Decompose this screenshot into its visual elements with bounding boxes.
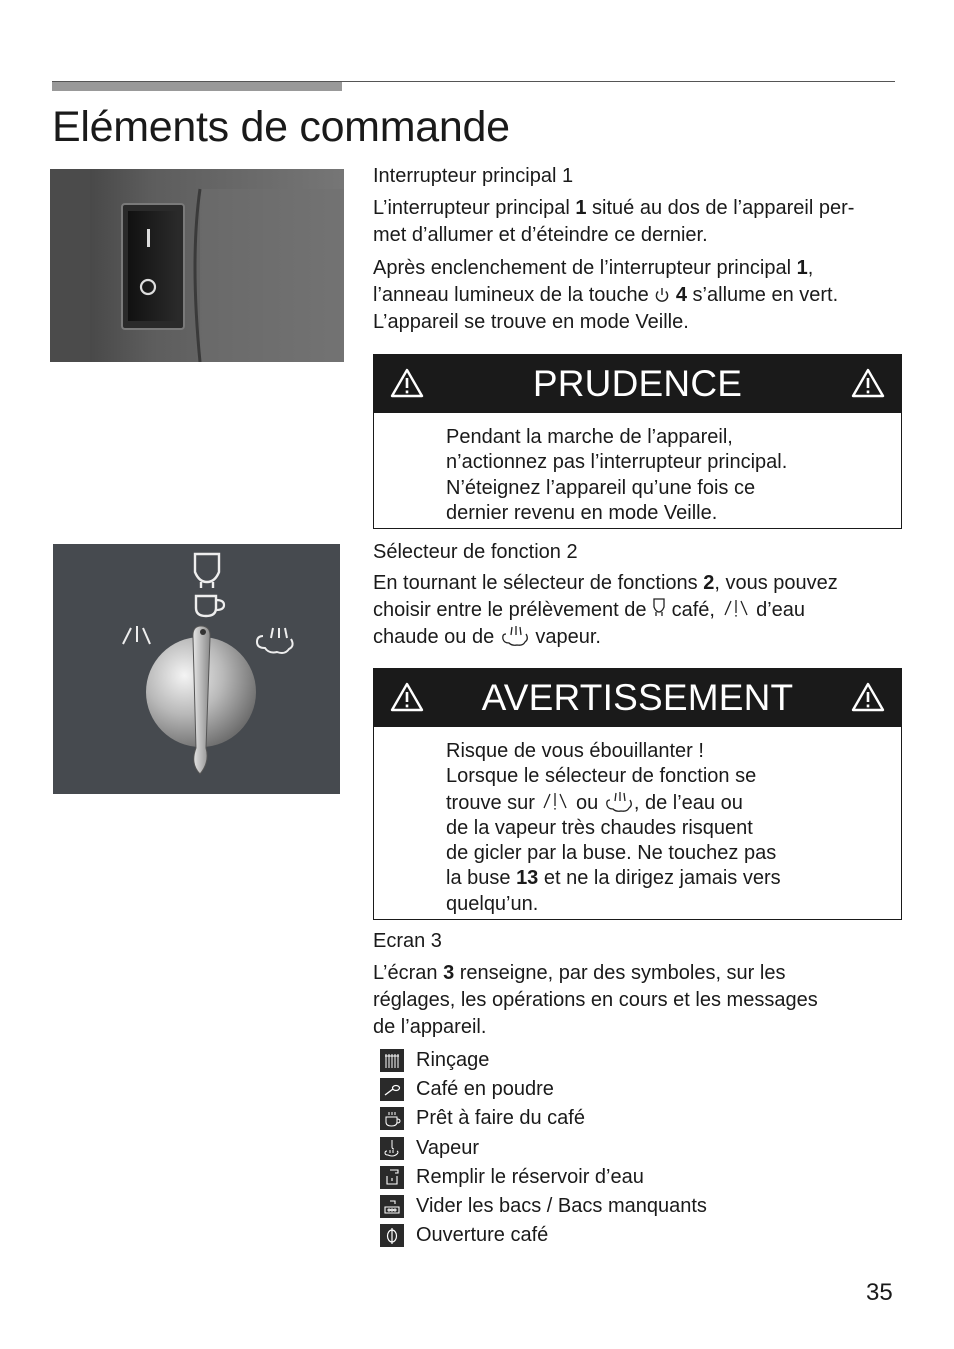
list-item — [380, 1221, 707, 1250]
empty-trays-icon — [380, 1195, 404, 1218]
text-run: renseigne, par des symboles, sur les — [454, 962, 786, 984]
text-run: la buse — [446, 867, 517, 890]
text-run: L’écran — [373, 962, 444, 984]
warning-label: AVERTISSEMENT — [481, 677, 794, 718]
reference-number: 1 — [575, 197, 587, 219]
text-run: d’eau — [750, 599, 806, 621]
text-line: N’éteignez l’appareil qu’une fois ce — [446, 476, 756, 499]
function-selector-photo — [53, 544, 340, 794]
coffee-cup-icon — [652, 597, 666, 619]
text-line — [446, 866, 881, 891]
legend-label: Prêt à faire du café — [416, 1107, 585, 1130]
text-line — [446, 790, 881, 816]
text-run: de l’appareil. — [373, 1016, 487, 1038]
function-selector-section — [373, 539, 903, 651]
text-run: réglages, les opérations en cours et les messages — [373, 989, 818, 1011]
warning-triangle-icon — [851, 368, 885, 398]
page-number: 35 — [866, 1279, 893, 1306]
reference-number: 3 — [443, 962, 455, 984]
list-item — [380, 1046, 707, 1075]
steam-icon — [604, 790, 634, 812]
legend-label: Café en poudre — [416, 1078, 554, 1101]
text-line: Pendant la marche de l’appareil, — [446, 426, 733, 448]
text-run: L’appareil se trouve en mode Veille. — [373, 311, 689, 333]
hot-water-icon — [540, 790, 570, 812]
text-run: choisir entre le prélèvement de — [373, 599, 653, 621]
reference-number: 4 — [675, 284, 687, 306]
caution-box — [373, 354, 902, 529]
list-item — [380, 1163, 707, 1192]
text-line: Lorsque le sélecteur de fonction se — [446, 765, 757, 788]
power-icon — [654, 286, 670, 304]
text-run: café, — [666, 599, 721, 621]
text-line: n’actionnez pas l’interrupteur principal. — [446, 451, 788, 474]
display-description — [373, 960, 903, 1041]
text-run: situé au dos de l’appareil per- — [586, 197, 855, 219]
ground-coffee-icon — [380, 1078, 404, 1101]
list-item — [380, 1134, 707, 1163]
fill-water-tank-icon — [380, 1166, 404, 1189]
text-line: quelqu’un. — [446, 892, 539, 915]
text-run: Après enclenchement de l’interrupteur principal — [373, 257, 797, 279]
display-section — [373, 928, 903, 1041]
text-run: , vous pouvez — [714, 572, 838, 594]
caution-label: PRUDENCE — [532, 363, 743, 404]
warning-header — [374, 669, 901, 727]
text-run: , de l’eau ou — [633, 791, 743, 814]
caution-text — [374, 413, 901, 528]
rinse-icon — [380, 1049, 404, 1072]
text-line: dernier revenu en mode Veille. — [446, 501, 718, 524]
legend-label: Rinçage — [416, 1049, 490, 1072]
legend-label: Remplir le réservoir d’eau — [416, 1165, 644, 1188]
section-heading: Sélecteur de fonction 2 — [373, 541, 578, 563]
page-title: Eléments de commande — [52, 103, 510, 151]
legend-label: Ouverture café — [416, 1224, 549, 1247]
text-run: En tournant le sélecteur de fonctions — [373, 572, 704, 594]
standby-description — [373, 255, 903, 336]
legend-label: Vider les bacs / Bacs manquants — [416, 1195, 707, 1218]
reference-number: 1 — [796, 257, 808, 279]
header-accent-bar — [52, 82, 342, 91]
warning-text — [374, 727, 901, 919]
legend-label: Vapeur — [416, 1136, 480, 1159]
steam-icon — [380, 1137, 404, 1160]
main-switch-photo — [50, 169, 344, 362]
list-item — [380, 1075, 707, 1104]
reference-number: 13 — [516, 867, 539, 890]
hot-water-icon — [721, 597, 751, 619]
warning-subheading: Risque de vous ébouillanter ! — [446, 740, 704, 762]
text-line: de gicler par la buse. Ne touchez pas — [446, 842, 777, 865]
coffee-outlet-icon — [380, 1224, 404, 1247]
section-heading: Ecran 3 — [373, 930, 442, 952]
caution-header — [374, 355, 901, 413]
text-run: vapeur. — [529, 626, 601, 648]
section-heading: Interrupteur principal 1 — [373, 165, 574, 187]
steam-icon — [500, 624, 530, 646]
text-line: de la vapeur très chaudes risquent — [446, 816, 753, 839]
list-item — [380, 1104, 707, 1133]
main-switch-description — [373, 195, 903, 249]
text-run: s’allume en vert. — [687, 284, 839, 306]
text-run: l’anneau lumineux de la touche — [373, 284, 655, 306]
text-run: trouve sur — [446, 791, 541, 814]
display-symbols-legend — [380, 1046, 707, 1250]
main-switch-section — [373, 163, 903, 336]
text-run: et ne la dirigez jamais vers — [538, 867, 781, 890]
coffee-ready-icon — [380, 1107, 404, 1130]
warning-triangle-icon — [851, 682, 885, 712]
text-run: ou — [570, 791, 604, 814]
text-run: , — [807, 257, 814, 279]
function-selector-description — [373, 570, 903, 651]
text-run: met d’allumer et d’éteindre ce dernier. — [373, 224, 708, 246]
text-run: chaude ou de — [373, 626, 500, 648]
warning-box — [373, 668, 902, 920]
list-item — [380, 1192, 707, 1221]
text-run: L’interrupteur principal — [373, 197, 576, 219]
reference-number: 2 — [703, 572, 715, 594]
